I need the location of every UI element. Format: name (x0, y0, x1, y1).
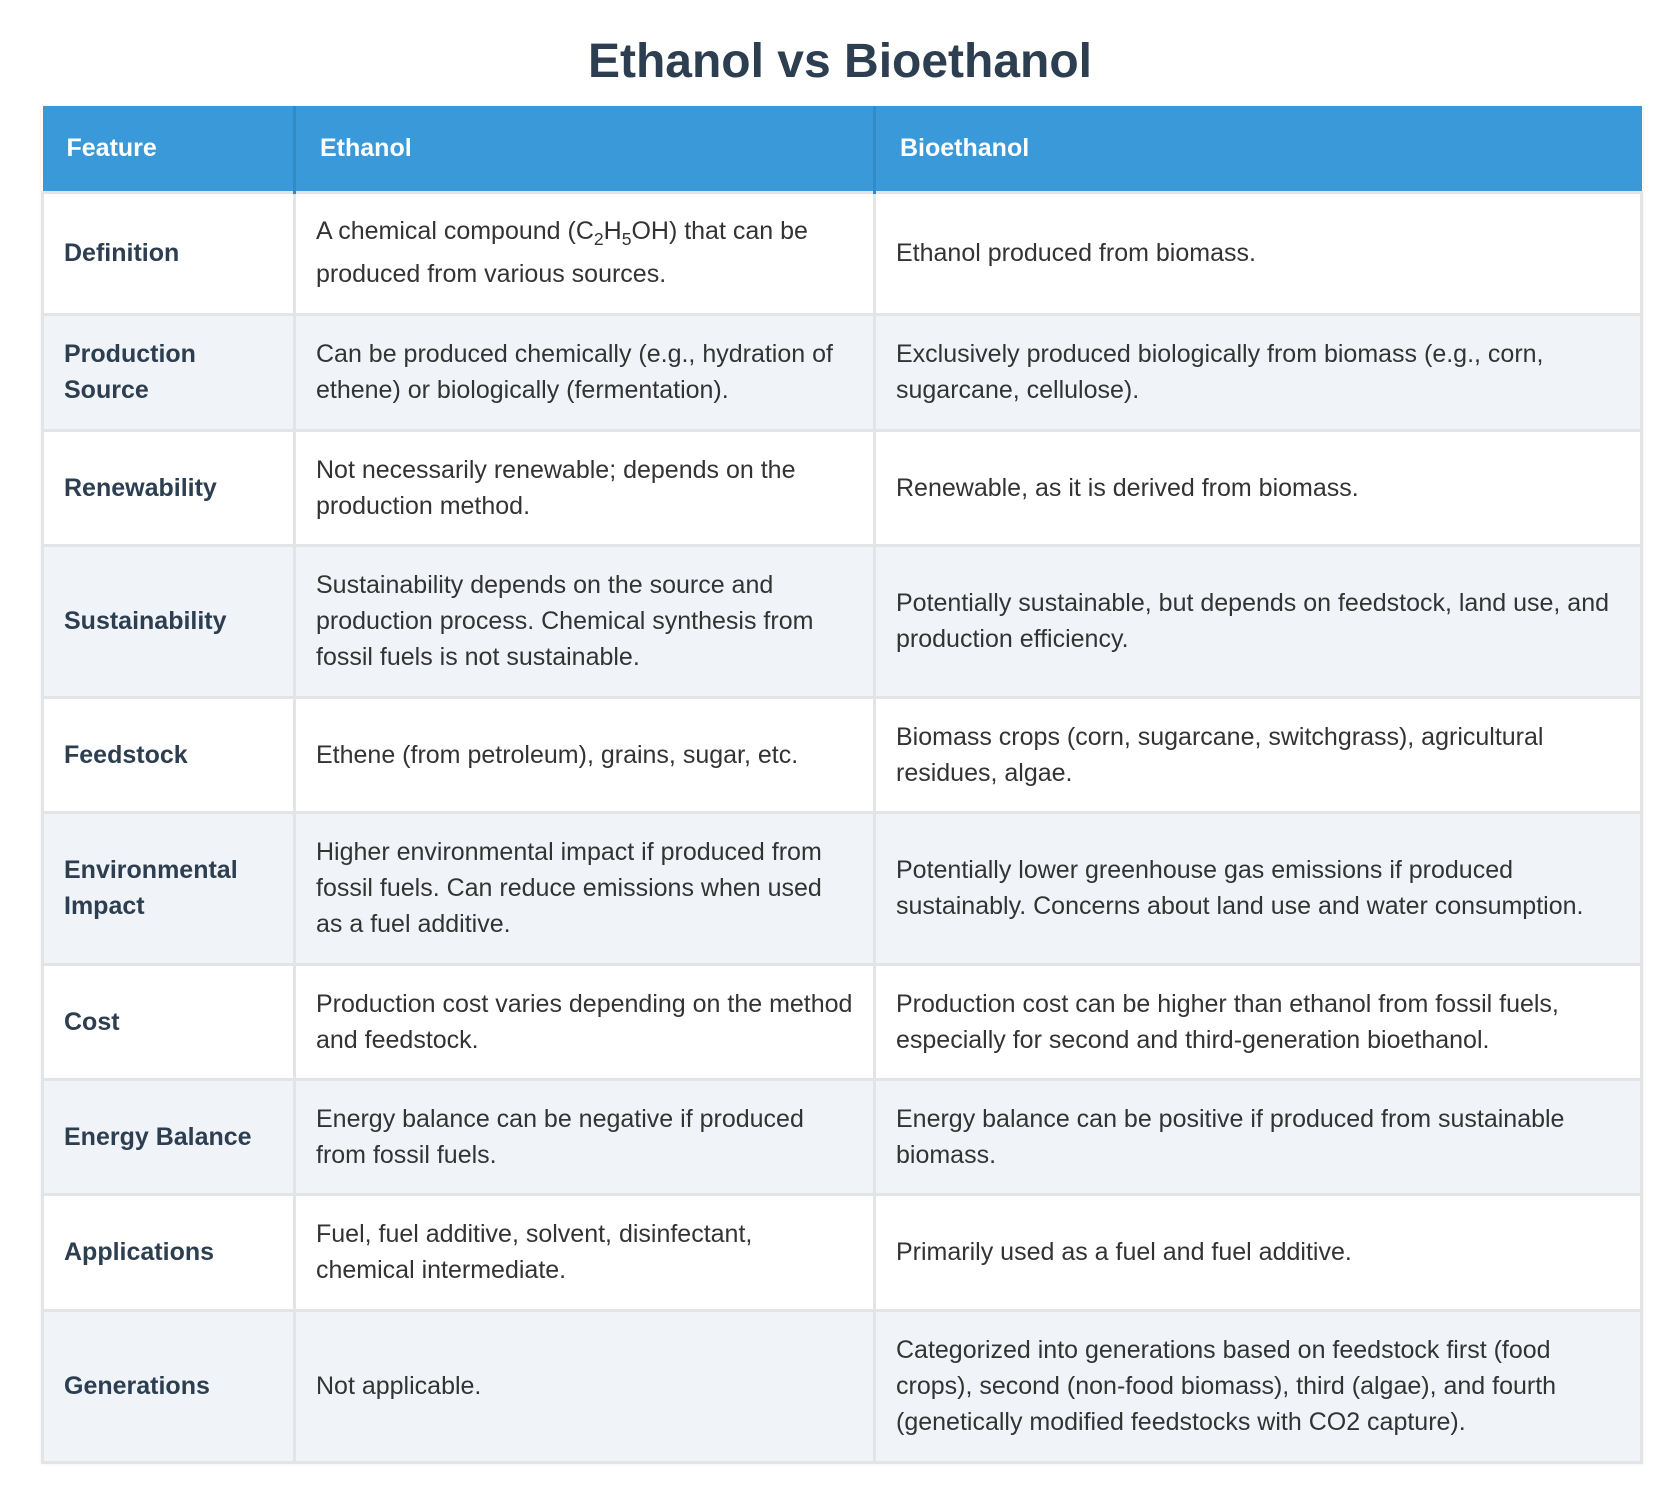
ethanol-cell: Energy balance can be negative if produced from fossil fuels. (295, 1079, 875, 1194)
ethanol-cell: Can be produced chemically (e.g., hydration of ethene) or biologically (fermentation). (295, 314, 875, 430)
feature-cell: Cost (43, 964, 295, 1079)
table-row (43, 430, 1642, 545)
page-title: Ethanol vs Bioethanol (587, 35, 1093, 88)
ethanol-cell: Not applicable. (295, 1310, 875, 1462)
feature-cell: Sustainability (43, 545, 295, 697)
table-body (43, 192, 1642, 1462)
feature-cell: Renewability (43, 430, 295, 545)
table-row (43, 1310, 1642, 1462)
ethanol-cell (295, 192, 875, 314)
table-row (43, 192, 1642, 314)
header-ethanol: Ethanol (295, 106, 875, 192)
feature-cell: Applications (43, 1194, 295, 1310)
header-bioethanol: Bioethanol (875, 106, 1642, 192)
table-row (43, 1079, 1642, 1194)
bioethanol-cell: Primarily used as a fuel and fuel additive. (875, 1194, 1642, 1310)
subscript: 5 (621, 229, 632, 250)
table-row (43, 545, 1642, 697)
bioethanol-cell: Potentially sustainable, but depends on feedstock, land use, and production efficiency. (875, 545, 1642, 697)
ethanol-cell: Sustainability depends on the source and production process. Chemical synthesis from fossil fuels is not sustainable. (295, 545, 875, 697)
table-row (43, 964, 1642, 1079)
feature-cell: Energy Balance (43, 1079, 295, 1194)
table-row (43, 314, 1642, 430)
table-row (43, 697, 1642, 812)
table-header (43, 106, 1642, 192)
feature-cell: Generations (43, 1310, 295, 1462)
ethanol-text-part: A chemical compound (C (316, 217, 594, 245)
feature-cell: Definition (43, 192, 295, 314)
subscript: 2 (593, 229, 604, 250)
bioethanol-cell: Exclusively produced biologically from biomass (e.g., corn, sugarcane, cellulose). (875, 314, 1642, 430)
bioethanol-cell: Production cost can be higher than ethanol from fossil fuels, especially for second and third-generation bioethanol. (875, 964, 1642, 1079)
ethanol-text-part: OH) that can be produced from various sources. (316, 217, 808, 288)
bioethanol-cell: Categorized into generations based on feedstock first (food crops), second (non-food biomass), third (algae), and fourth (genetically modified feedstocks with CO2 capture). (875, 1310, 1642, 1462)
feature-cell: Environmental Impact (43, 812, 295, 964)
header-row (43, 106, 1642, 192)
bioethanol-cell: Potentially lower greenhouse gas emissions if produced sustainably. Concerns about land use and water consumption. (875, 812, 1642, 964)
ethanol-cell: Higher environmental impact if produced from fossil fuels. Can reduce emissions when used as a fuel additive. (295, 812, 875, 964)
comparison-table (41, 106, 1643, 1464)
comparison-table-wrapper (41, 106, 1640, 1464)
table-row (43, 812, 1642, 964)
ethanol-cell: Not necessarily renewable; depends on the production method. (295, 430, 875, 545)
bioethanol-cell: Biomass crops (corn, sugarcane, switchgrass), agricultural residues, algae. (875, 697, 1642, 812)
bioethanol-cell: Energy balance can be positive if produced from sustainable biomass. (875, 1079, 1642, 1194)
ethanol-cell: Production cost varies depending on the method and feedstock. (295, 964, 875, 1079)
feature-cell: Production Source (43, 314, 295, 430)
bioethanol-cell: Ethanol produced from biomass. (875, 192, 1642, 314)
feature-cell: Feedstock (43, 697, 295, 812)
bioethanol-cell: Renewable, as it is derived from biomass. (875, 430, 1642, 545)
ethanol-text-part: H (603, 217, 622, 245)
ethanol-cell: Ethene (from petroleum), grains, sugar, etc. (295, 697, 875, 812)
ethanol-cell: Fuel, fuel additive, solvent, disinfectant, chemical intermediate. (295, 1194, 875, 1310)
table-row (43, 1194, 1642, 1310)
header-feature: Feature (43, 106, 295, 192)
